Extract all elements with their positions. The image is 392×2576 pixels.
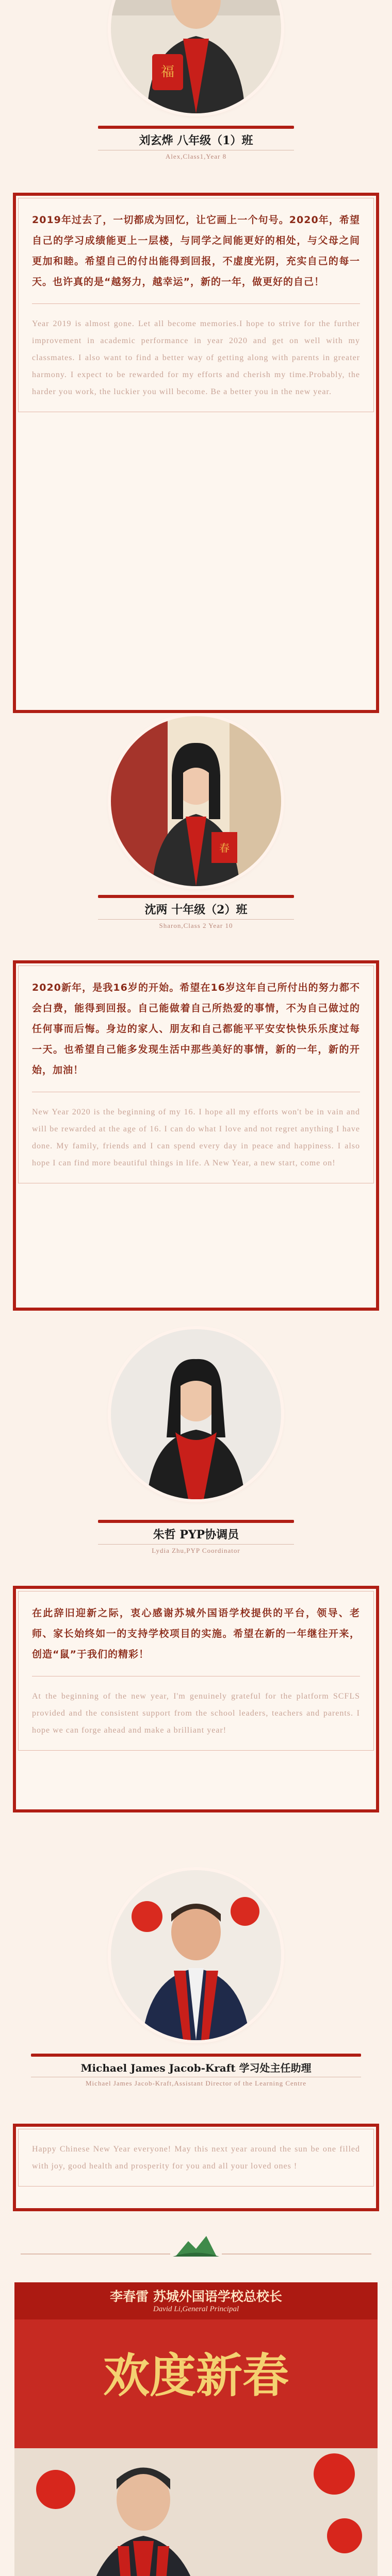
- svg-text:春: 春: [219, 842, 230, 854]
- student2-card: [13, 960, 379, 1311]
- student2-photo: [111, 716, 281, 886]
- student2-name: 沈两 十年级（2）班: [144, 903, 248, 917]
- student1-photo: [111, 0, 281, 113]
- principal-photo: [14, 2319, 378, 2576]
- student2-paragraph-cn: 2020新年，是我16岁的开始。希望在16岁这年自己所付出的努力都不会白费，能得到回报。自己能做着自己所热爱的事情，不为自己做过的任何事而后悔。身边的家人、朋友和自己都能平平安安快快乐乐度过每一天。也希望自己能多发现生活中那些美好的事情，新的一年，新的开始，加油！: [32, 982, 360, 1076]
- coordinator-nameplate: [98, 1520, 294, 1555]
- student2-name-en: Sharon,Class 2 Year 10: [98, 919, 294, 930]
- coordinator-paragraph-en: At the beginning of the new year, I'm genuinely grateful for the platform SCFLS provided and the consistent support from the school leaders, teachers and parents. I hope we can forge ahead and make a brilliant year!: [32, 1692, 360, 1735]
- coordinator-name-en: Lydia Zhu,PYP Coordinator: [98, 1544, 294, 1555]
- portrait-director: [111, 1870, 281, 2040]
- portrait-student2: [111, 716, 281, 886]
- student2-paragraph-en: New Year 2020 is the beginning of my 16. I hope all my efforts won't be in vain and will be rewarded at the age of 16. I can do what I love and not regret anything I have done. My family, friends and I can spend every day in peace and happiness. I also hope I can find more beautiful things in life. A New Year, a new start, come on!: [32, 1108, 360, 1167]
- portrait-student1: [111, 0, 281, 113]
- student1-name-en: Alex,Class1,Year 8: [98, 150, 294, 161]
- principal-title-en: David Li,General Principal: [153, 2305, 239, 2313]
- director-card: [13, 2124, 379, 2211]
- student1-card: [13, 193, 379, 713]
- principal-photo-image: [14, 2319, 378, 2576]
- principal-title: 李春雷 苏城外国语学校总校长: [110, 2289, 282, 2304]
- student1-paragraph-en: Year 2019 is almost gone. Let all become memories.I hope to strive for the further improvement in academic performance in year 2020 and get on well with my classmates. I also want to find a better way of getting along with parents in greater harmony. I expect to be rewarded for my efforts and cherish my time.Probably, the harder you work, the luckier you will become. Be a better you in the new year.: [32, 319, 360, 396]
- svg-text:福: 福: [160, 64, 175, 80]
- student1-nameplate: [98, 126, 294, 161]
- divider: [32, 303, 360, 304]
- coordinator-paragraph-cn: 在此辞旧迎新之际，衷心感谢苏城外国语学校提供的平台，领导、老师、家长始终如一的支持学校项目的实施。希望在新的一年继往开来，创造“鼠”于我们的精彩！: [32, 1607, 360, 1660]
- coordinator-card: [13, 1586, 379, 1812]
- student1-paragraph-cn: 2019年过去了，一切都成为回忆，让它画上一个句号。2020年，希望自己的学习成绩能更上一层楼，与同学之间能更好的相处，与父母之间更加和睦。希望自己的付出能得到回报，不虚度光阴，充实自己的每一天。也许真的是“越努力，越幸运”，新的一年，做更好的自己！: [32, 214, 360, 287]
- coordinator-name: 朱哲 PYP协调员: [153, 1528, 239, 1541]
- student2-nameplate: [98, 895, 294, 930]
- coordinator-photo: [111, 1329, 281, 1499]
- photo-banner-text: 欢度新春: [103, 2348, 289, 2403]
- principal-banner: [14, 2282, 378, 2319]
- student1-name: 刘玄烨 八年级（1）班: [139, 134, 253, 147]
- director-name-en: Michael James Jacob-Kraft,Assistant Director of the Learning Centre: [31, 2077, 361, 2088]
- portrait-coordinator: [111, 1329, 281, 1499]
- director-photo: [111, 1870, 281, 2040]
- director-nameplate: [31, 2054, 361, 2088]
- ornament-divider: [0, 2226, 392, 2272]
- director-paragraph-en: Happy Chinese New Year everyone! May this next year around the sun be one filled with joy, good health and prosperity for you and all your loved ones !: [32, 2145, 360, 2171]
- director-name: Michael James Jacob-Kraft 学习处主任助理: [80, 2062, 312, 2074]
